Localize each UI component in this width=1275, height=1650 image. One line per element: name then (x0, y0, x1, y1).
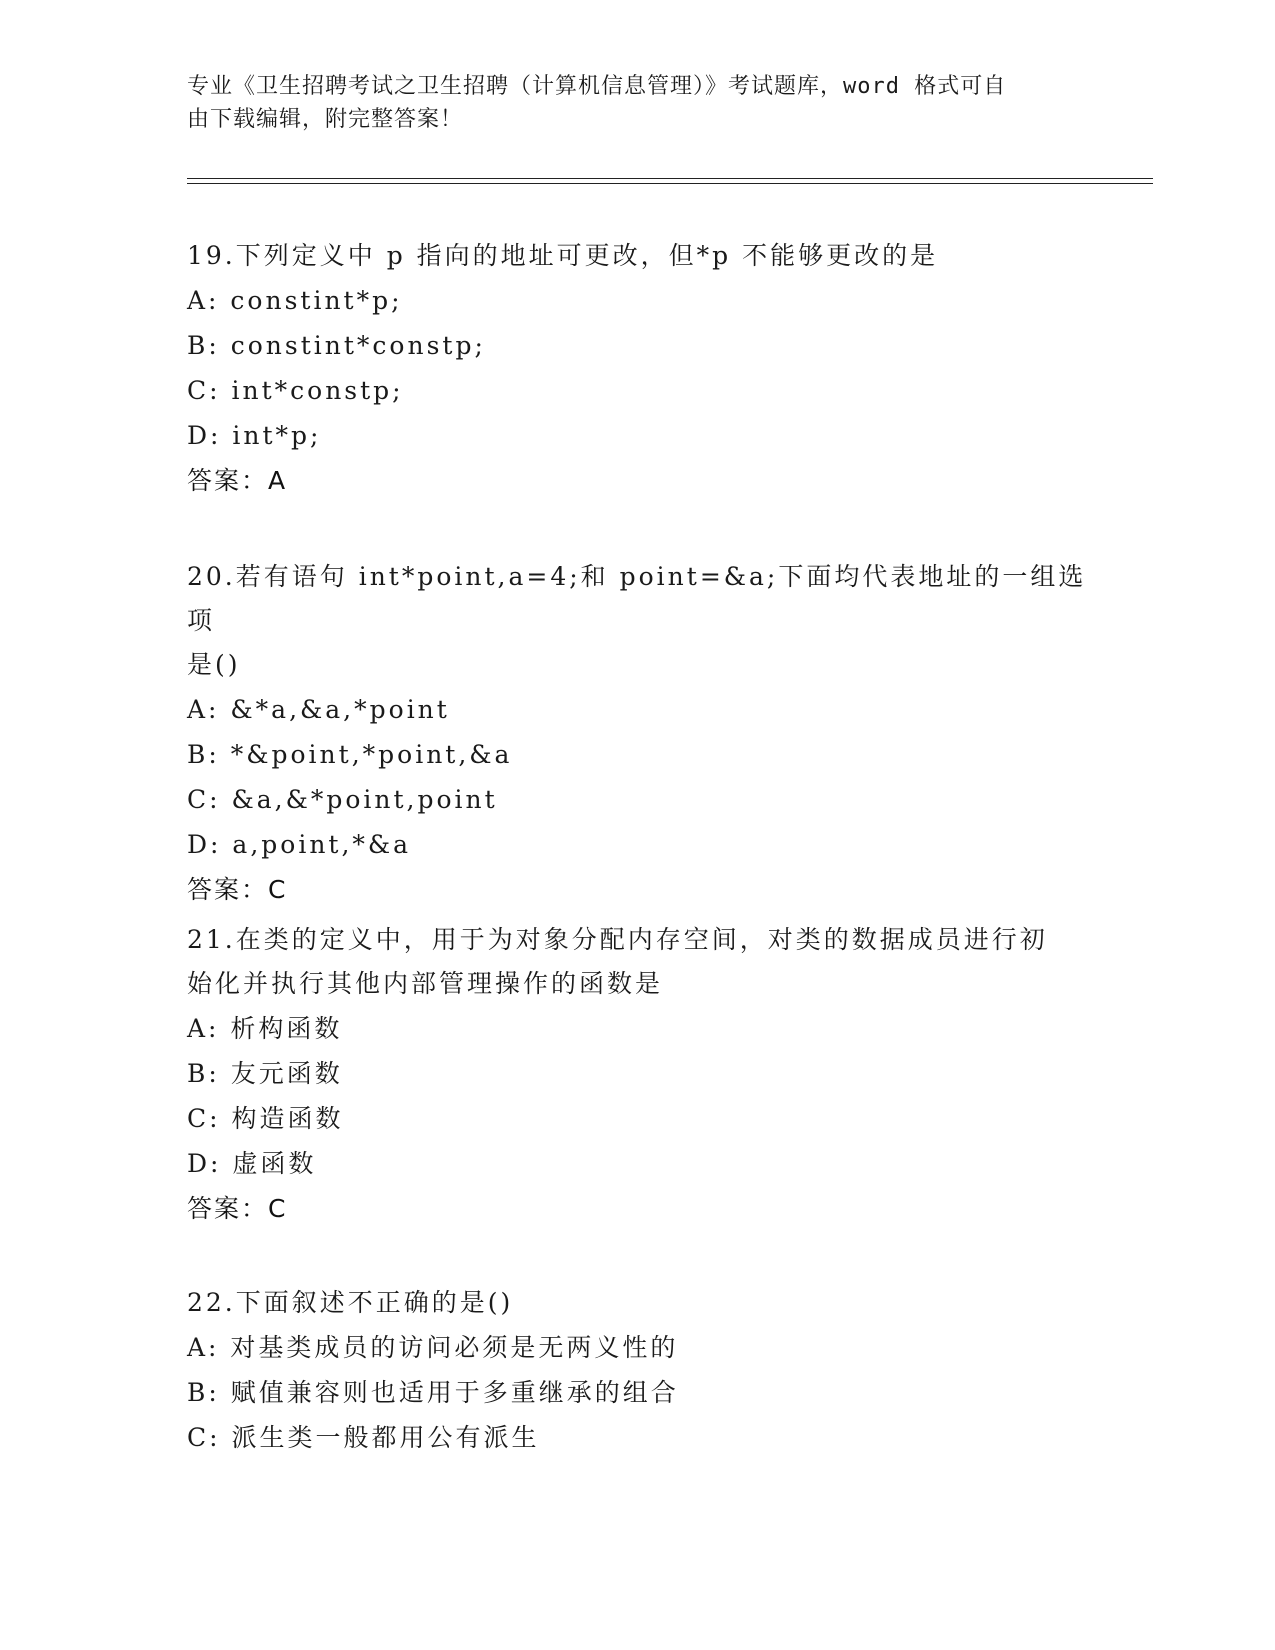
option-c: C: 构造函数 (187, 1104, 344, 1133)
header-divider-top (187, 178, 1153, 179)
option-b: B: 友元函数 (187, 1059, 343, 1088)
answer-label: 答案：C (187, 1194, 288, 1223)
question-19 (187, 234, 1087, 504)
option-d: D: 虚函数 (187, 1149, 317, 1178)
option-c: C: 派生类一般都用公有派生 (187, 1423, 540, 1452)
header-line-1: 专业《卫生招聘考试之卫生招聘（计算机信息管理）》考试题库，word 格式可自 (187, 74, 1007, 99)
question-stem: 19.下列定义中 p 指向的地址可更改，但*p 不能够更改的是 (187, 241, 939, 270)
option-b: B: constint*constp; (187, 331, 486, 360)
header-divider-bottom (187, 183, 1153, 184)
option-d: D: int*p; (187, 421, 322, 450)
option-b: B: 赋值兼容则也适用于多重继承的组合 (187, 1378, 679, 1407)
question-stem-line-2: 始化并执行其他内部管理操作的函数是 (187, 969, 664, 998)
question-stem-line-1: 20.若有语句 int*point,a=4;和 point=&a;下面均代表地址的一组选项 (187, 562, 1087, 635)
option-a: A: 析构函数 (187, 1014, 343, 1043)
option-c: C: &a,&*point,point (187, 785, 498, 814)
option-c: C: int*constp; (187, 376, 404, 405)
option-b: B: *&point,*point,&a (187, 740, 513, 769)
option-d: D: a,point,*&a (187, 830, 412, 859)
header-line-2: 由下载编辑，附完整答案！ (187, 107, 464, 132)
document-header (187, 70, 1067, 136)
question-stem-line-1: 21.在类的定义中，用于为对象分配内存空间，对类的数据成员进行初 (187, 925, 1048, 954)
question-22 (187, 1281, 1087, 1460)
question-20 (187, 555, 1087, 913)
question-stem-line-2: 是() (187, 650, 241, 679)
answer-label: 答案：C (187, 875, 288, 904)
question-stem: 22.下面叙述不正确的是() (187, 1288, 514, 1317)
option-a: A: &*a,&a,*point (187, 695, 450, 724)
answer-label: 答案：A (187, 466, 288, 495)
option-a: A: constint*p; (187, 286, 403, 315)
question-21 (187, 918, 1087, 1232)
option-a: A: 对基类成员的访问必须是无两义性的 (187, 1333, 679, 1362)
